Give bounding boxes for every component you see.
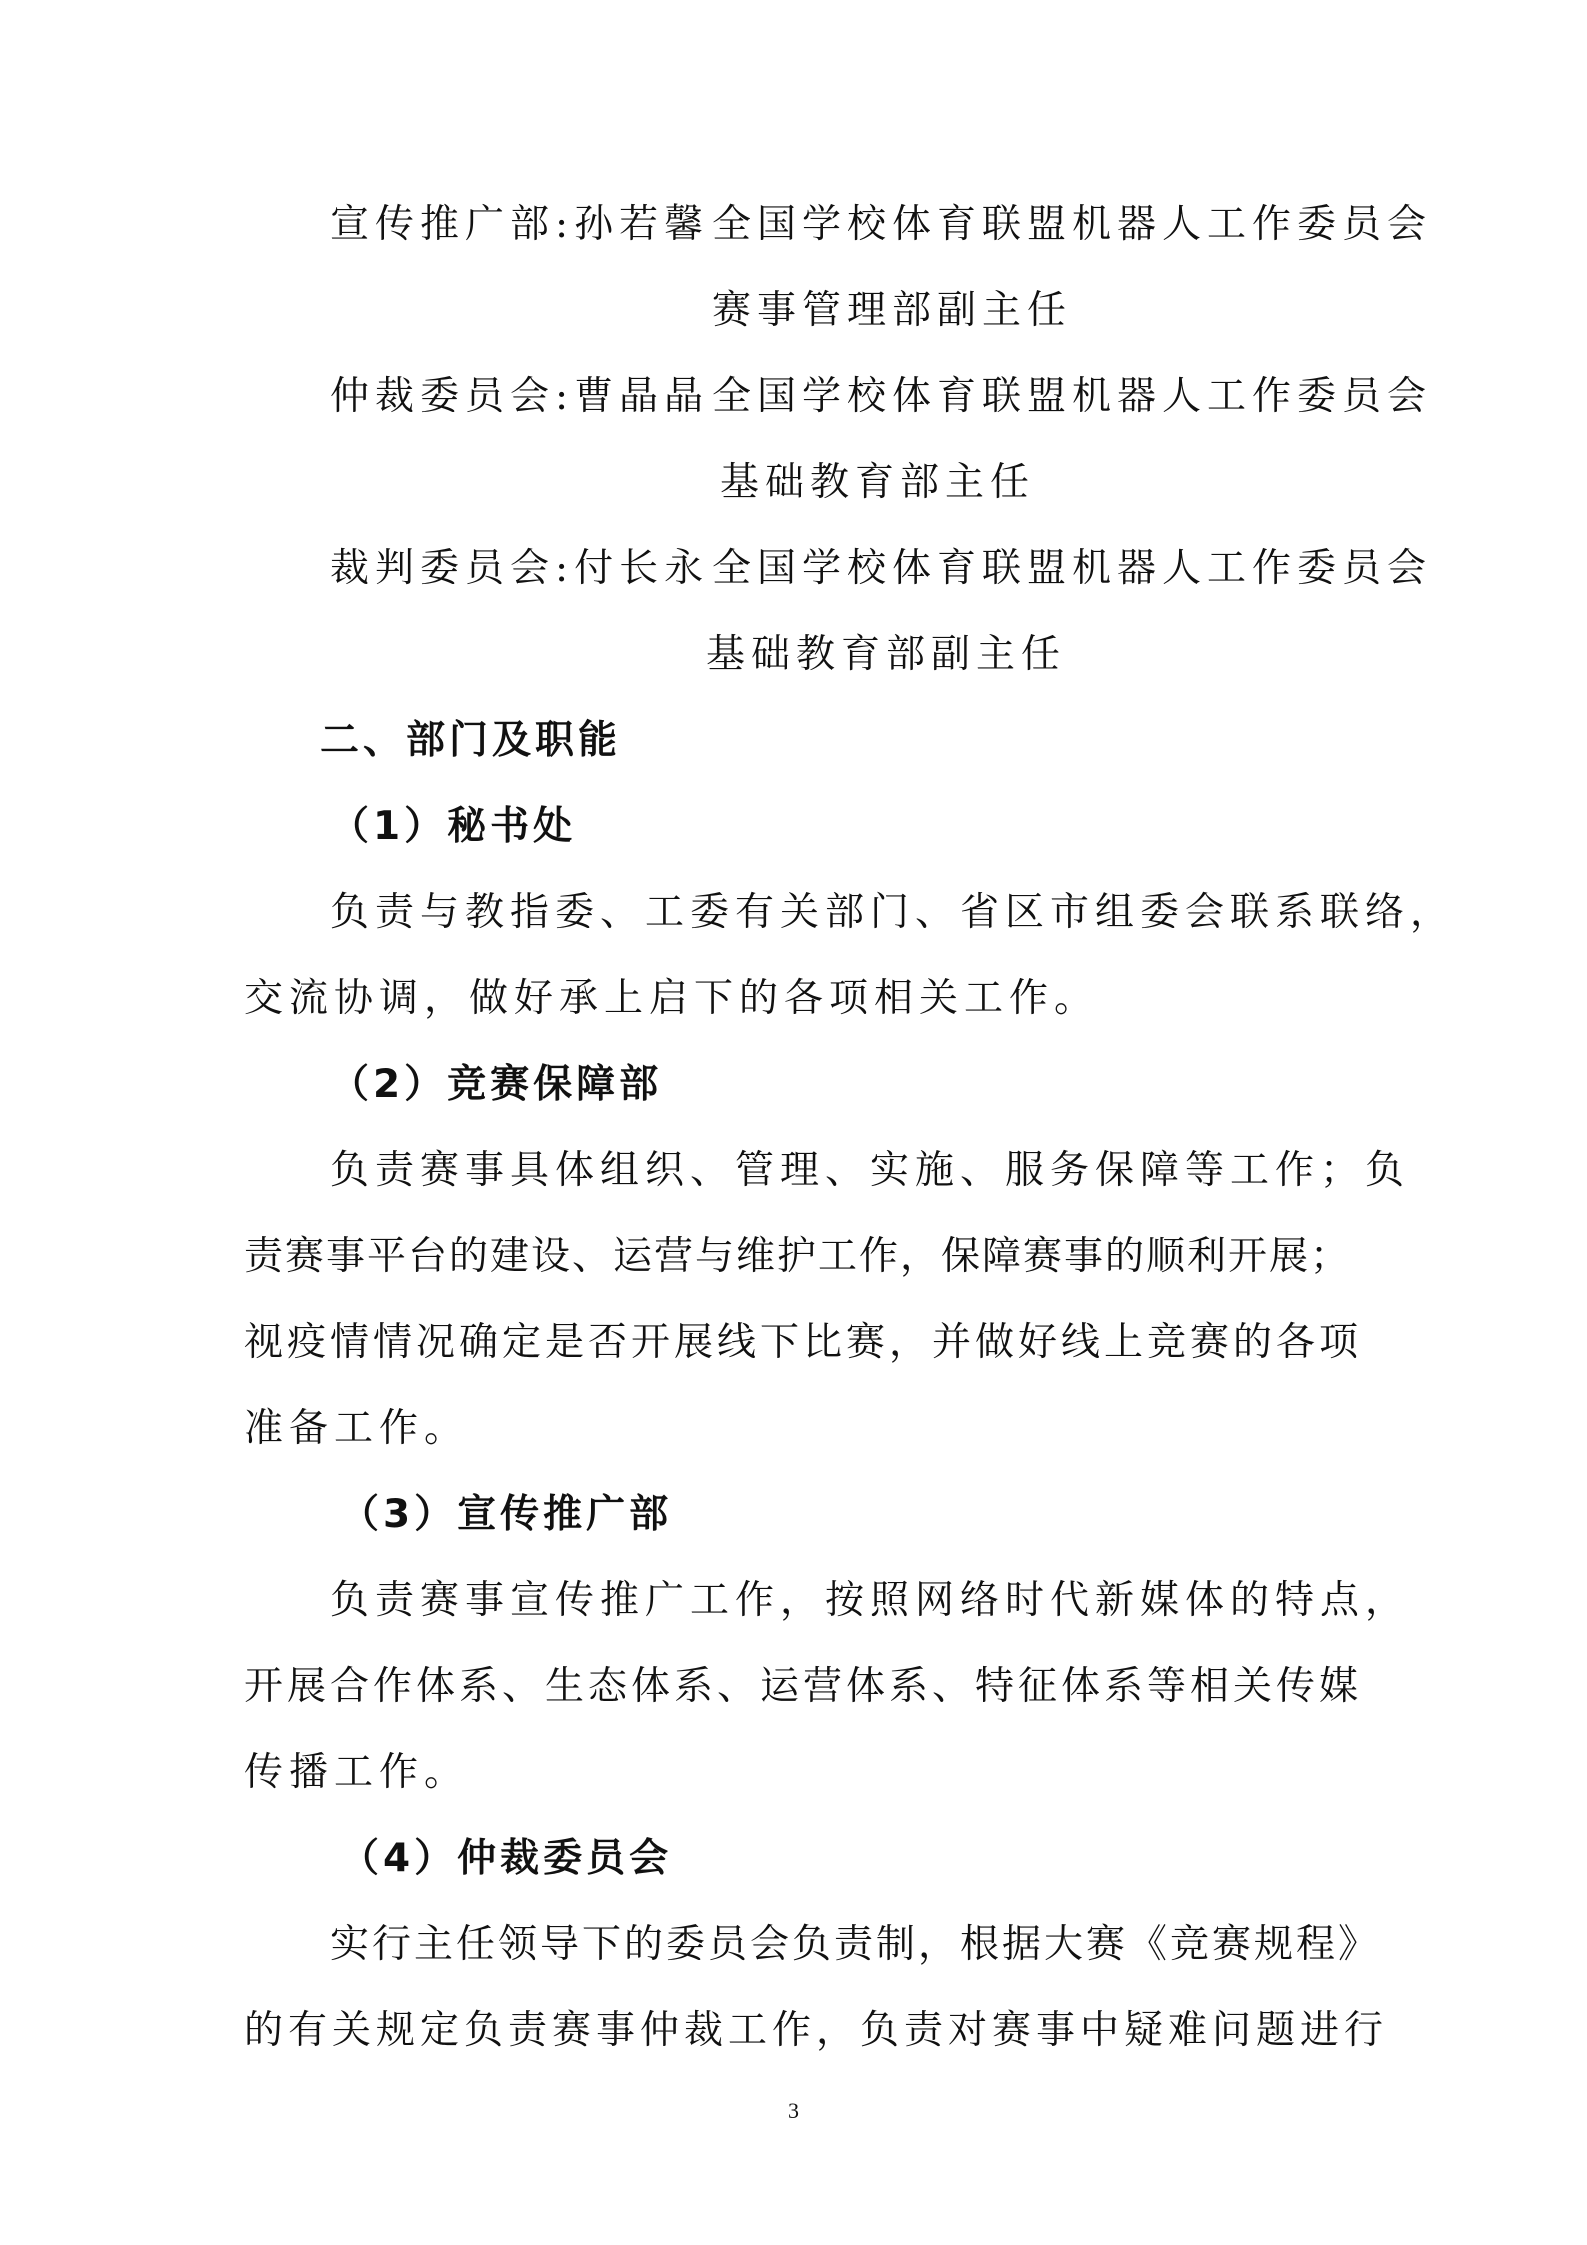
page-number: 3 (788, 2098, 799, 2123)
paragraph-line: 责赛事平台的建设、运营与维护工作，保障赛事的顺利开展； (244, 1234, 1352, 1279)
paragraph-line: 开展合作体系、生态体系、运营体系、特征体系等相关传媒 (244, 1664, 1363, 1709)
personnel-title-3-line1: 全国学校体育联盟机器人工作委员会 (712, 546, 1433, 591)
personnel-title-2-line2: 基础教育部主任 (720, 460, 1036, 505)
paragraph-line: 视疫情情况确定是否开展线下比赛，并做好线上竞赛的各项 (244, 1320, 1363, 1365)
paragraph-line: 实行主任领导下的委员会负责制，根据大赛《竞赛规程》 (330, 1922, 1381, 1967)
personnel-title-1-line1: 全国学校体育联盟机器人工作委员会 (712, 202, 1433, 247)
subsection-heading-1: （1）秘书处 (330, 804, 577, 849)
paragraph-line: 准备工作。 (244, 1406, 470, 1451)
personnel-role-2: 仲裁委员会:曹晶晶 (330, 374, 710, 419)
paragraph-line: 传播工作。 (244, 1750, 470, 1795)
subsection-heading-2: （2）竞赛保障部 (330, 1062, 663, 1107)
section-heading: 二、部门及职能 (320, 718, 622, 763)
paragraph-line: 交流协调，做好承上启下的各项相关工作。 (244, 976, 1100, 1021)
paragraph-line: 负责赛事具体组织、管理、实施、服务保障等工作；负 (330, 1148, 1411, 1193)
subsection-heading-4: （4）仲裁委员会 (340, 1836, 673, 1881)
personnel-title-2-line1: 全国学校体育联盟机器人工作委员会 (712, 374, 1433, 419)
paragraph-line: 负责与教指委、工委有关部门、省区市组委会联系联络， (330, 890, 1456, 935)
personnel-role-3: 裁判委员会:付长永 (330, 546, 710, 591)
personnel-title-3-line2: 基础教育部副主任 (706, 632, 1067, 677)
personnel-title-1-line2: 赛事管理部副主任 (712, 288, 1073, 333)
paragraph-line: 负责赛事宣传推广工作，按照网络时代新媒体的特点， (330, 1578, 1411, 1623)
subsection-heading-3: （3）宣传推广部 (340, 1492, 673, 1537)
paragraph-line: 的有关规定负责赛事仲裁工作，负责对赛事中疑难问题进行 (244, 2008, 1389, 2053)
personnel-role-1: 宣传推广部:孙若馨 (330, 202, 710, 247)
